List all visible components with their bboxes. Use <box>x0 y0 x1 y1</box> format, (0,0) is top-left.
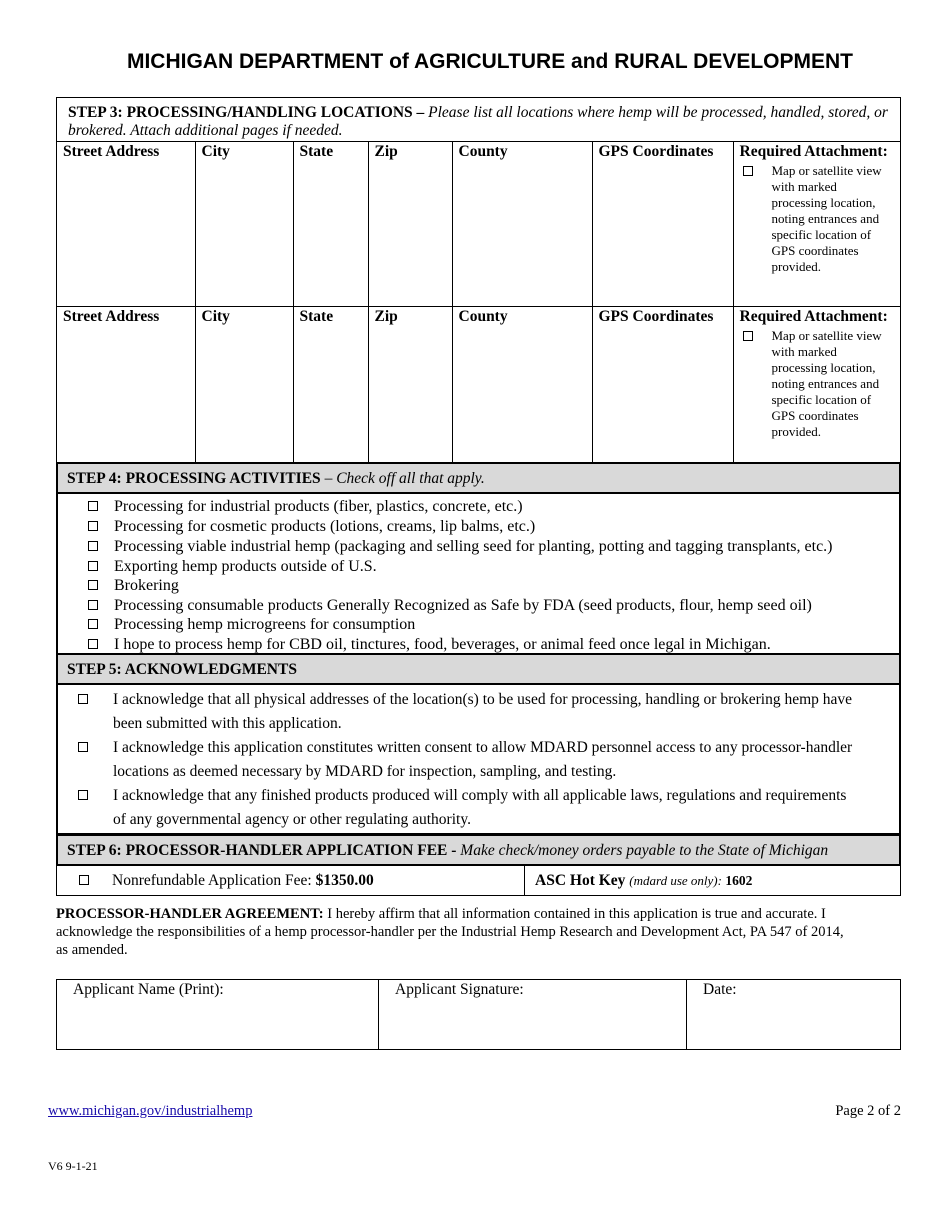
street-address-cell-2[interactable]: Street Address <box>63 308 160 325</box>
fee-cell <box>57 866 525 895</box>
activity-checkbox-8[interactable] <box>88 639 98 649</box>
signature-table <box>56 979 901 1050</box>
required-attachment-title: Required Attachment: <box>739 308 888 325</box>
hot-key-cell <box>535 872 752 890</box>
hot-key-value: 1602 <box>721 873 753 888</box>
activity-checkbox-4[interactable] <box>88 561 98 571</box>
step5-title: STEP 5: ACKNOWLEDGMENTS <box>67 661 297 678</box>
fee-row <box>56 865 901 896</box>
step6-header <box>56 834 901 866</box>
required-attachment-title: Required Attachment: <box>739 143 888 160</box>
activity-item: I hope to process hemp for CBD oil, tinctures, food, beverages, or animal feed once legal in Michigan. <box>88 635 771 654</box>
city-cell-2[interactable]: City <box>195 307 293 464</box>
gps-cell-1[interactable]: GPS Coordinates <box>592 142 733 307</box>
activity-item: Processing consumable products Generally Recognized as Safe by FDA (seed products, flour, hemp seed oil) <box>88 596 812 615</box>
acknowledgment-item: I acknowledge that any finished products produced will comply with all applicable laws, regulations and requirements of any governmental agency or other regulating authority. <box>78 784 858 832</box>
required-attachment-cell-1 <box>733 142 900 307</box>
hot-key-note: (mdard use only): <box>629 873 722 888</box>
required-attachment-cell-2 <box>733 307 900 464</box>
date-field[interactable]: Date: <box>703 981 737 998</box>
zip-cell-2[interactable]: Zip <box>368 307 452 464</box>
attachment-checkbox-1[interactable] <box>743 166 753 176</box>
activity-checkbox-1[interactable] <box>88 501 98 511</box>
activity-item: Processing for industrial products (fiber, plastics, concrete, etc.) <box>88 497 523 516</box>
acknowledgment-checkbox-1[interactable] <box>78 694 88 704</box>
activity-checkbox-6[interactable] <box>88 600 98 610</box>
activity-item: Processing for cosmetic products (lotions, creams, lip balms, etc.) <box>88 517 535 536</box>
activity-item: Processing hemp microgreens for consumption <box>88 615 415 634</box>
attachment-checkbox-2[interactable] <box>743 331 753 341</box>
applicant-signature-field[interactable]: Applicant Signature: <box>379 980 687 1049</box>
location-row-2 <box>57 306 900 464</box>
gps-cell-2[interactable]: GPS Coordinates <box>592 307 733 464</box>
location-row-1 <box>57 141 900 306</box>
step6-instructions: Make check/money orders payable to the State of Michigan <box>456 842 829 859</box>
acknowledgment-checkbox-3[interactable] <box>78 790 88 800</box>
step3-header <box>68 104 888 140</box>
version-label: V6 9-1-21 <box>48 1159 98 1173</box>
step3-instructions: Please list all locations where hemp will be processed, handled, stored, or brokered. Attach additional pages if needed. <box>68 104 888 139</box>
zip-cell-1[interactable]: Zip <box>368 142 452 307</box>
activity-checkbox-3[interactable] <box>88 541 98 551</box>
activity-item: Brokering <box>88 576 179 595</box>
county-cell-2[interactable]: County <box>452 307 592 464</box>
activity-checkbox-7[interactable] <box>88 619 98 629</box>
acknowledgment-item: I acknowledge this application constitutes written consent to allow MDARD personnel access to any processor-handler locations as deemed necessary by MDARD for inspection, sampling, and testing. <box>78 736 858 784</box>
activity-item: Exporting hemp products outside of U.S. <box>88 557 377 576</box>
fee-amount: $1350.00 <box>315 872 374 889</box>
acknowledgment-checkbox-2[interactable] <box>78 742 88 752</box>
page-number: Page 2 of 2 <box>835 1103 901 1119</box>
street-address-cell-1[interactable]: Street Address <box>63 143 160 160</box>
step4-header: STEP 4: PROCESSING ACTIVITIES – Check off all that apply. <box>56 462 901 494</box>
acknowledgments-list <box>56 685 901 835</box>
step4-instructions: Check off all that apply. <box>336 470 485 487</box>
state-cell-2[interactable]: State <box>293 307 368 464</box>
step3-section <box>56 97 901 464</box>
activity-checkbox-2[interactable] <box>88 521 98 531</box>
industrial-hemp-link[interactable]: www.michigan.gov/industrialhemp <box>48 1103 253 1119</box>
step4-title: STEP 4: PROCESSING ACTIVITIES <box>67 470 321 487</box>
activity-checkbox-5[interactable] <box>88 580 98 590</box>
fee-label: Nonrefundable Application Fee: <box>112 872 316 889</box>
acknowledgment-item: I acknowledge that all physical addresses of the location(s) to be used for processing, handling or brokering hemp have been submitted with this application. <box>78 688 858 736</box>
state-cell-1[interactable]: State <box>293 142 368 307</box>
fee-checkbox[interactable] <box>79 875 89 885</box>
city-cell-1[interactable]: City <box>195 142 293 307</box>
step3-title: STEP 3: PROCESSING/HANDLING LOCATIONS – <box>68 104 425 121</box>
agreement-title: PROCESSOR-HANDLER AGREEMENT: <box>56 906 324 922</box>
required-attachment-text: Map or satellite view with marked processing location, noting entrances and specific location of GPS coordinates provided. <box>771 328 882 439</box>
activities-list <box>56 494 901 654</box>
agreement-paragraph <box>56 905 856 959</box>
hot-key-label: ASC Hot Key <box>535 872 630 889</box>
county-cell-1[interactable]: County <box>452 142 592 307</box>
step6-title: STEP 6: PROCESSOR-HANDLER APPLICATION FEE - <box>67 842 457 859</box>
step5-header <box>56 653 901 685</box>
required-attachment-text: Map or satellite view with marked processing location, noting entrances and specific location of GPS coordinates provided. <box>771 163 882 274</box>
page-title: MICHIGAN DEPARTMENT of AGRICULTURE and RURAL DEVELOPMENT <box>126 50 854 73</box>
applicant-name-field[interactable]: Applicant Name (Print): <box>57 980 379 1049</box>
activity-item: Processing viable industrial hemp (packaging and selling seed for planting, potting and tagging transplants, etc.) <box>88 537 833 556</box>
agreement-text: I hereby affirm that all information contained in this application is true and accurate. I acknowledge the responsibilities of a hemp processor-handler per the Industrial Hemp Research and Development Act, PA 547 of 2014, as amended. <box>56 906 844 958</box>
